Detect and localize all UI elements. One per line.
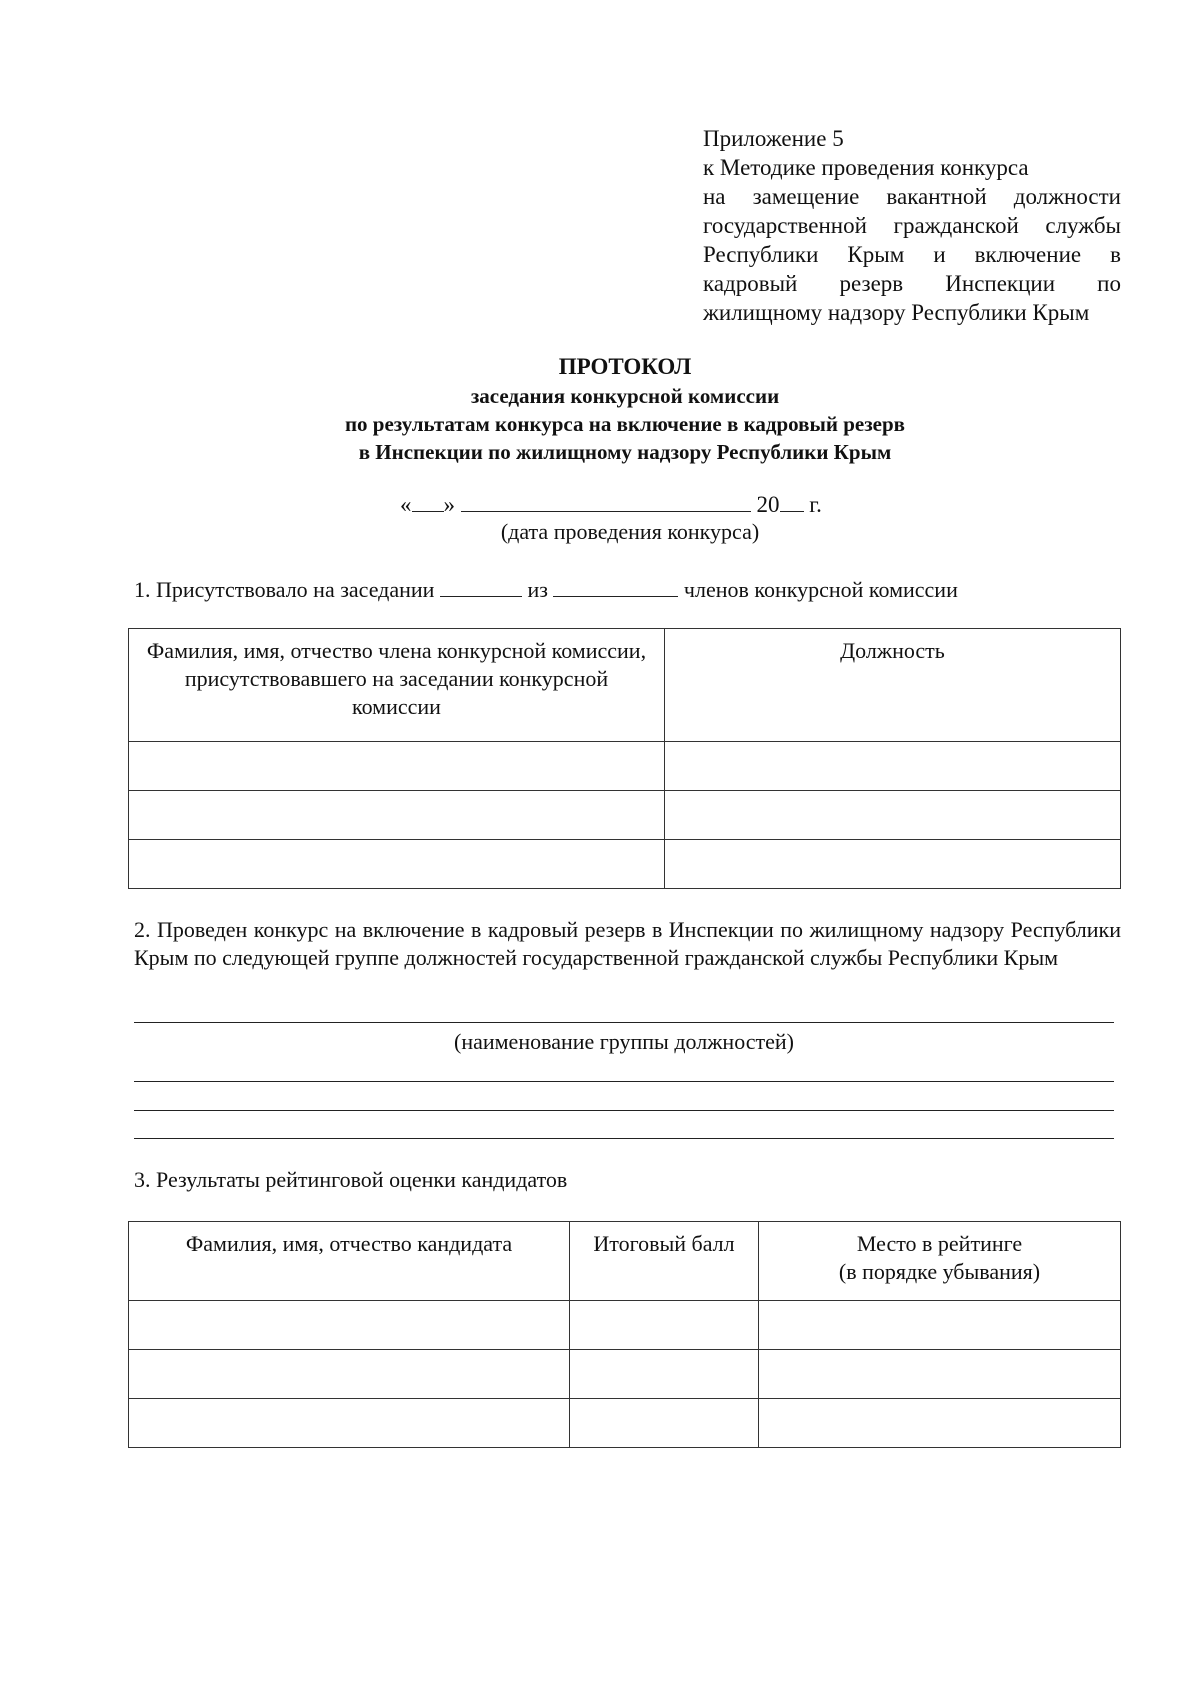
day-blank[interactable] [412, 491, 444, 512]
year-blank[interactable] [780, 491, 804, 512]
table-row [129, 1350, 1121, 1399]
group-name-line-3[interactable] [134, 1110, 1114, 1111]
rating-place-header-line-1: Место в рейтинге [856, 1231, 1023, 1256]
year-suffix: г. [803, 492, 822, 517]
attendance-text-start: 1. Присутствовало на заседании [134, 577, 435, 602]
candidate-name-cell[interactable] [129, 1399, 570, 1448]
rating-place-cell[interactable] [759, 1350, 1121, 1399]
position-cell[interactable] [665, 742, 1121, 791]
section-1-attendance [134, 576, 1124, 604]
group-name-line-4[interactable] [134, 1138, 1114, 1139]
month-blank[interactable] [461, 491, 751, 512]
date-open-quote: « [400, 492, 412, 517]
total-score-header [570, 1222, 759, 1301]
table-row [129, 840, 1121, 889]
position-cell[interactable] [665, 840, 1121, 889]
title-subline-2: по результатам конкурса на включение в кадровый резерв [344, 412, 906, 436]
date-row [400, 491, 860, 519]
group-name-line-2[interactable] [134, 1081, 1114, 1082]
member-name-cell[interactable] [129, 742, 665, 791]
title-subline-3: в Инспекции по жилищному надзору Республики Крым [358, 440, 892, 464]
member-name-cell[interactable] [129, 840, 665, 889]
table-row [129, 1399, 1121, 1448]
title-subline-1: заседания конкурсной комиссии [470, 384, 780, 408]
section-3-rating: 3. Результаты рейтинговой оценки кандидатов [134, 1167, 568, 1192]
table-row [129, 742, 1121, 791]
rating-place-cell[interactable] [759, 1399, 1121, 1448]
table-row [129, 1301, 1121, 1350]
rating-place-cell[interactable] [759, 1301, 1121, 1350]
attendance-text-of: из [527, 577, 548, 602]
title-block [130, 352, 1120, 466]
member-name-header [129, 629, 665, 742]
candidate-name-header [129, 1222, 570, 1301]
total-count-blank[interactable] [553, 576, 678, 597]
annex-block [703, 124, 1121, 327]
table-row [129, 791, 1121, 840]
total-score-cell[interactable] [570, 1301, 759, 1350]
candidate-name-cell[interactable] [129, 1350, 570, 1399]
section-2-contest: 2. Проведен конкурс на включение в кадровый резерв в Инспекции по жилищному надзору Республики Крым по следующей группе должностей государственной гражданской службы Республики Крым [134, 917, 1121, 970]
rating-table [128, 1221, 1121, 1448]
present-count-blank[interactable] [440, 576, 522, 597]
year-prefix: 20 [756, 492, 780, 517]
annex-line-3: на замещение вакантной должности [703, 184, 1121, 209]
position-cell[interactable] [665, 791, 1121, 840]
group-name-line-1[interactable] [134, 1022, 1114, 1023]
total-score-header-text: Итоговый балл [593, 1231, 735, 1256]
annex-line-5: Республики Крым и включение в [703, 242, 1121, 267]
candidate-name-cell[interactable] [129, 1301, 570, 1350]
table-header-row [129, 629, 1121, 742]
commission-members-table [128, 628, 1121, 889]
attendance-text-end: членов конкурсной комиссии [683, 577, 958, 602]
member-name-header-text: Фамилия, имя, отчество члена конкурсной комиссии, присутствовавшего на заседании конкурсной комиссии [146, 638, 647, 719]
annex-line-1: Приложение 5 [703, 126, 844, 151]
annex-line-4: государственной гражданской службы [703, 213, 1121, 238]
date-close-quote: » [443, 492, 455, 517]
rating-place-header [759, 1222, 1121, 1301]
annex-line-2: к Методике проведения конкурса [703, 155, 1029, 180]
total-score-cell[interactable] [570, 1350, 759, 1399]
group-name-caption: (наименование группы должностей) [454, 1029, 794, 1054]
date-caption: (дата проведения конкурса) [500, 519, 760, 544]
annex-line-7: жилищному надзору Республики Крым [703, 300, 1090, 325]
total-score-cell[interactable] [570, 1399, 759, 1448]
candidate-name-header-text: Фамилия, имя, отчество кандидата [185, 1231, 513, 1256]
table-header-row [129, 1222, 1121, 1301]
position-header-text: Должность [840, 638, 945, 663]
position-header [665, 629, 1121, 742]
member-name-cell[interactable] [129, 791, 665, 840]
rating-place-header-line-2: (в порядке убывания) [838, 1259, 1041, 1284]
document-title: ПРОТОКОЛ [558, 354, 692, 379]
annex-line-6: кадровый резерв Инспекции по [703, 271, 1121, 296]
